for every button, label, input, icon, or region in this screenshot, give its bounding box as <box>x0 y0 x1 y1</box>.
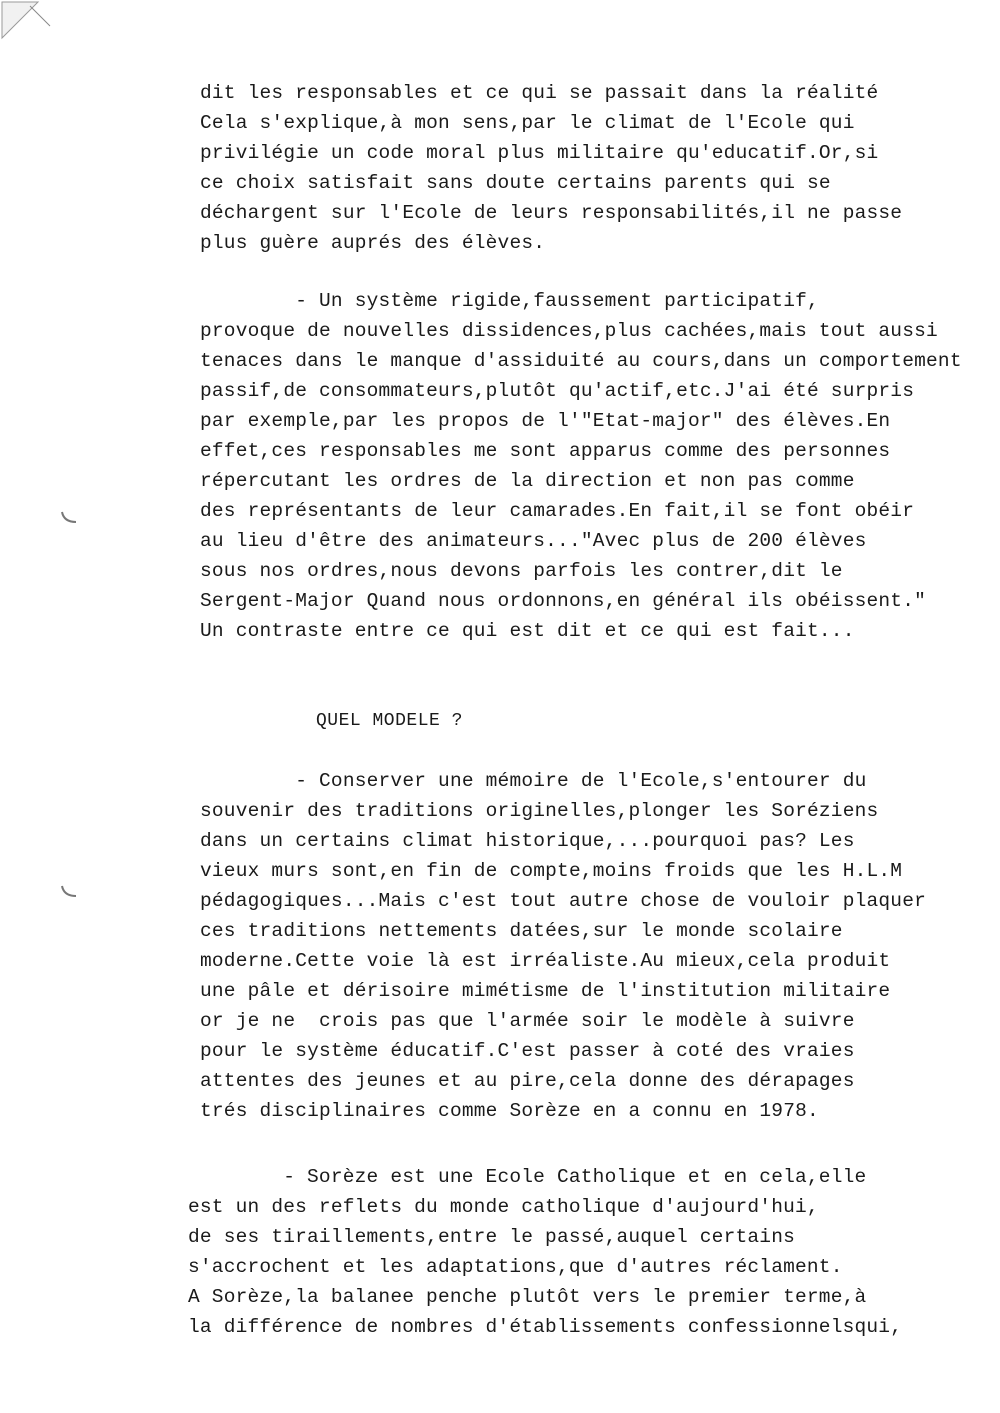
text-line: trés disciplinaires comme Sorèze en a connu en 1978. <box>200 1100 819 1122</box>
text-line: passif,de consommateurs,plutôt qu'actif,etc.J'ai été surpris <box>200 380 915 402</box>
text-line: ces traditions nettements datées,sur le monde scolaire <box>200 920 843 942</box>
text-line: Sergent-Major Quand nous ordonnons,en général ils obéissent." <box>200 590 927 612</box>
paragraph-1 <box>200 78 990 258</box>
paragraph-3 <box>200 766 990 1126</box>
text-line: A Sorèze,la balanee penche plutôt vers le premier terme,à <box>188 1286 867 1308</box>
punch-hole-mark-upper <box>58 506 82 530</box>
text-line: au lieu d'être des animateurs..."Avec plus de 200 élèves <box>200 530 867 552</box>
text-line: de ses tiraillements,entre le passé,auquel certains <box>188 1226 795 1248</box>
text-line: sous nos ordres,nous devons parfois les contrer,dit le <box>200 560 843 582</box>
text-line: par exemple,par les propos de l'"Etat-major" des élèves.En <box>200 410 891 432</box>
text-line: pédagogiques...Mais c'est tout autre chose de vouloir plaquer <box>200 890 927 912</box>
text-line: - Un système rigide,faussement participatif, <box>200 290 819 312</box>
text-line: vieux murs sont,en fin de compte,moins froids que les H.L.M <box>200 860 903 882</box>
punch-hole-mark-lower <box>58 880 82 904</box>
text-line: pour le système éducatif.C'est passer à coté des vraies <box>200 1040 855 1062</box>
text-line: répercutant les ordres de la direction et non pas comme <box>200 470 855 492</box>
text-line: Cela s'explique,à mon sens,par le climat de l'Ecole qui <box>200 112 855 134</box>
section-heading: QUEL MODELE ? <box>316 711 463 731</box>
text-line: ce choix satisfait sans doute certains parents qui se <box>200 172 831 194</box>
text-line: dans un certains climat historique,...pourquoi pas? Les <box>200 830 855 852</box>
text-line: tenaces dans le manque d'assiduité au cours,dans un comportement <box>200 350 962 372</box>
text-line: déchargent sur l'Ecole de leurs responsabilités,il ne passe <box>200 202 903 224</box>
text-line: or je ne crois pas que l'armée soir le modèle à suivre <box>200 1010 855 1032</box>
text-line: la différence de nombres d'établissements confessionnelsqui, <box>188 1316 903 1338</box>
text-line: des représentants de leur camarades.En fait,il se font obéir <box>200 500 915 522</box>
text-line: - Conserver une mémoire de l'Ecole,s'entourer du <box>200 770 867 792</box>
text-line: une pâle et dérisoire mimétisme de l'institution militaire <box>200 980 891 1002</box>
paragraph-2 <box>200 286 990 646</box>
text-line: provoque de nouvelles dissidences,plus cachées,mais tout aussi <box>200 320 938 342</box>
text-line: attentes des jeunes et au pire,cela donne des dérapages <box>200 1070 855 1092</box>
text-line: plus guère auprés des élèves. <box>200 232 546 254</box>
text-line: privilégie un code moral plus militaire qu'educatif.Or,si <box>200 142 879 164</box>
text-line: Un contraste entre ce qui est dit et ce qui est fait... <box>200 620 855 642</box>
text-line: s'accrochent et les adaptations,que d'autres réclament. <box>188 1256 843 1278</box>
page-corner-fold-mark <box>0 0 60 60</box>
text-line: est un des reflets du monde catholique d'aujourd'hui, <box>188 1196 819 1218</box>
text-line: - Sorèze est une Ecole Catholique et en cela,elle <box>188 1166 867 1188</box>
text-line: souvenir des traditions originelles,plonger les Soréziens <box>200 800 879 822</box>
paragraph-4 <box>188 1162 978 1342</box>
text-line: effet,ces responsables me sont apparus comme des personnes <box>200 440 891 462</box>
text-line: dit les responsables et ce qui se passait dans la réalité <box>200 82 879 104</box>
text-line: moderne.Cette voie là est irréaliste.Au mieux,cela produit <box>200 950 891 972</box>
